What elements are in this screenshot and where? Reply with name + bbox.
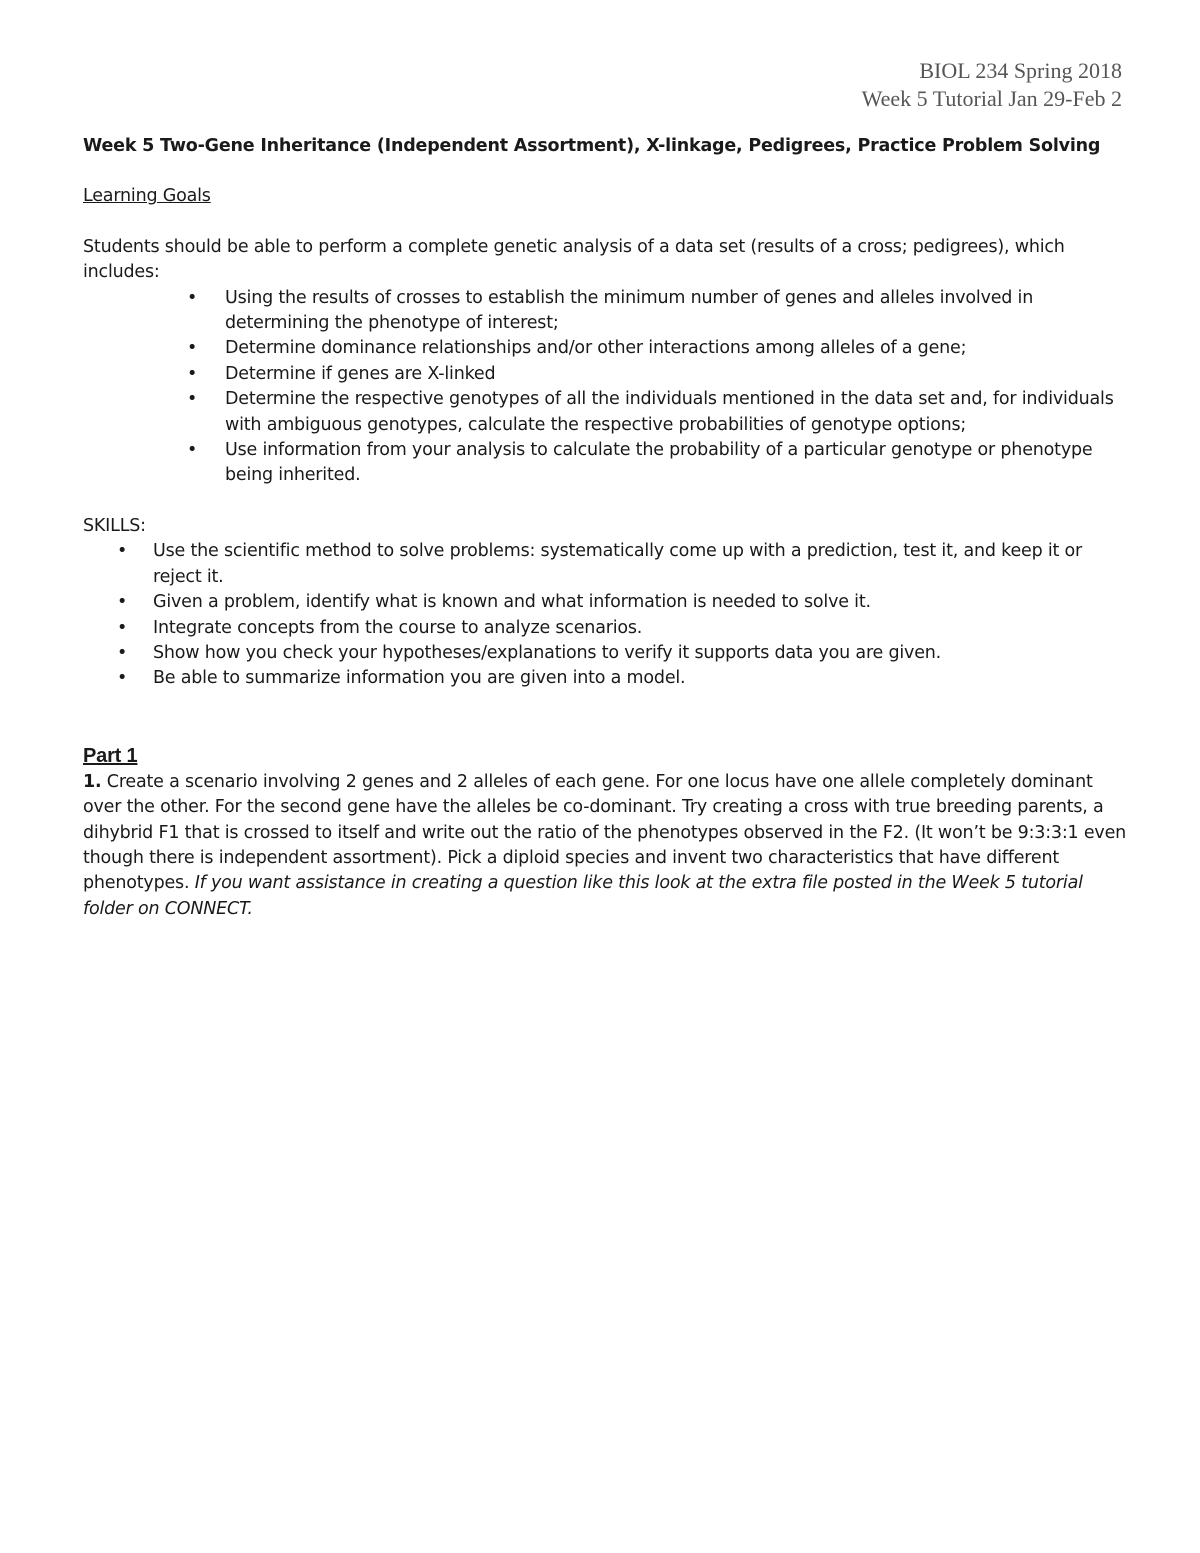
part1-heading: Part 1	[83, 744, 138, 767]
list-item	[117, 666, 1128, 691]
list-item	[187, 362, 1128, 387]
skill-text: Show how you check your hypotheses/explanations to verify it supports data you are given.	[153, 642, 942, 663]
learning-goals-intro: Students should be able to perform a complete genetic analysis of a data set (results of a cross; pedigrees), which includes:	[83, 236, 1065, 283]
bullet-icon: •	[117, 617, 128, 638]
bullet-icon: •	[117, 642, 128, 663]
question-number: 1.	[83, 771, 102, 792]
list-item	[187, 387, 1128, 438]
skills-heading: SKILLS:	[83, 515, 146, 536]
learning-goal-text: Use information from your analysis to calculate the probability of a particular genotype or phenotype being inherited.	[225, 440, 1093, 486]
skill-text: Be able to summarize information you are given into a model.	[153, 668, 686, 689]
question-italic-note: If you want assistance in creating a question like this look at the extra file posted in the Week 5 tutorial folder on CONNECT.	[83, 873, 1083, 919]
learning-goals-list	[83, 286, 1128, 489]
bullet-icon: •	[117, 541, 128, 562]
list-item	[187, 336, 1128, 361]
bullet-icon: •	[187, 338, 198, 359]
skill-text: Integrate concepts from the course to analyze scenarios.	[153, 617, 643, 638]
bullet-icon: •	[117, 592, 128, 613]
page-header	[862, 57, 1122, 113]
question-text: Create a scenario involving 2 genes and 2 alleles of each gene. For one locus have one allele completely dominant over the other. For the second gene have the alleles be co-dominant. Try creating a cross with true breeding parents, a dihybrid F1 that is crossed to itself and write out the ratio of the phenotypes observed in the F2. (It won’t be 9:3:3:1 even though there is independent assortment). Pick a diploid species and invent two characteristics that have different phenotypes.	[83, 771, 1127, 894]
bullet-icon: •	[187, 287, 198, 308]
bullet-icon: •	[187, 363, 198, 384]
list-item	[117, 539, 1128, 590]
list-item	[187, 286, 1128, 337]
list-item	[117, 616, 1128, 641]
course-label: BIOL 234 Spring 2018	[919, 58, 1122, 83]
learning-goals-heading: Learning Goals	[83, 186, 211, 207]
list-item	[187, 438, 1128, 489]
bullet-icon: •	[117, 668, 128, 689]
question-1	[83, 770, 1128, 922]
bullet-icon: •	[187, 440, 198, 461]
learning-goal-text: Determine if genes are X-linked	[225, 363, 496, 384]
page-title: Week 5 Two-Gene Inheritance (Independent Assortment), X-linkage, Pedigrees, Practice Problem Solving	[83, 136, 1101, 156]
tutorial-label: Week 5 Tutorial Jan 29-Feb 2	[861, 86, 1122, 111]
learning-goal-text: Determine the respective genotypes of all the individuals mentioned in the data set and, for individuals with ambiguous genotypes, calculate the respective probabilities of genotype options;	[225, 389, 1114, 435]
list-item	[117, 641, 1128, 666]
list-item	[117, 590, 1128, 615]
document-body	[83, 134, 1128, 922]
learning-goal-text: Using the results of crosses to establish the minimum number of genes and alleles involved in determining the phenotype of interest;	[225, 287, 1034, 334]
bullet-icon: •	[187, 389, 198, 410]
learning-goal-text: Determine dominance relationships and/or other interactions among alleles of a gene;	[225, 338, 967, 359]
skill-text: Given a problem, identify what is known and what information is needed to solve it.	[153, 592, 871, 613]
skills-list	[83, 539, 1128, 691]
skill-text: Use the scientific method to solve problems: systematically come up with a prediction, test it, and keep it or reject it.	[153, 541, 1083, 587]
